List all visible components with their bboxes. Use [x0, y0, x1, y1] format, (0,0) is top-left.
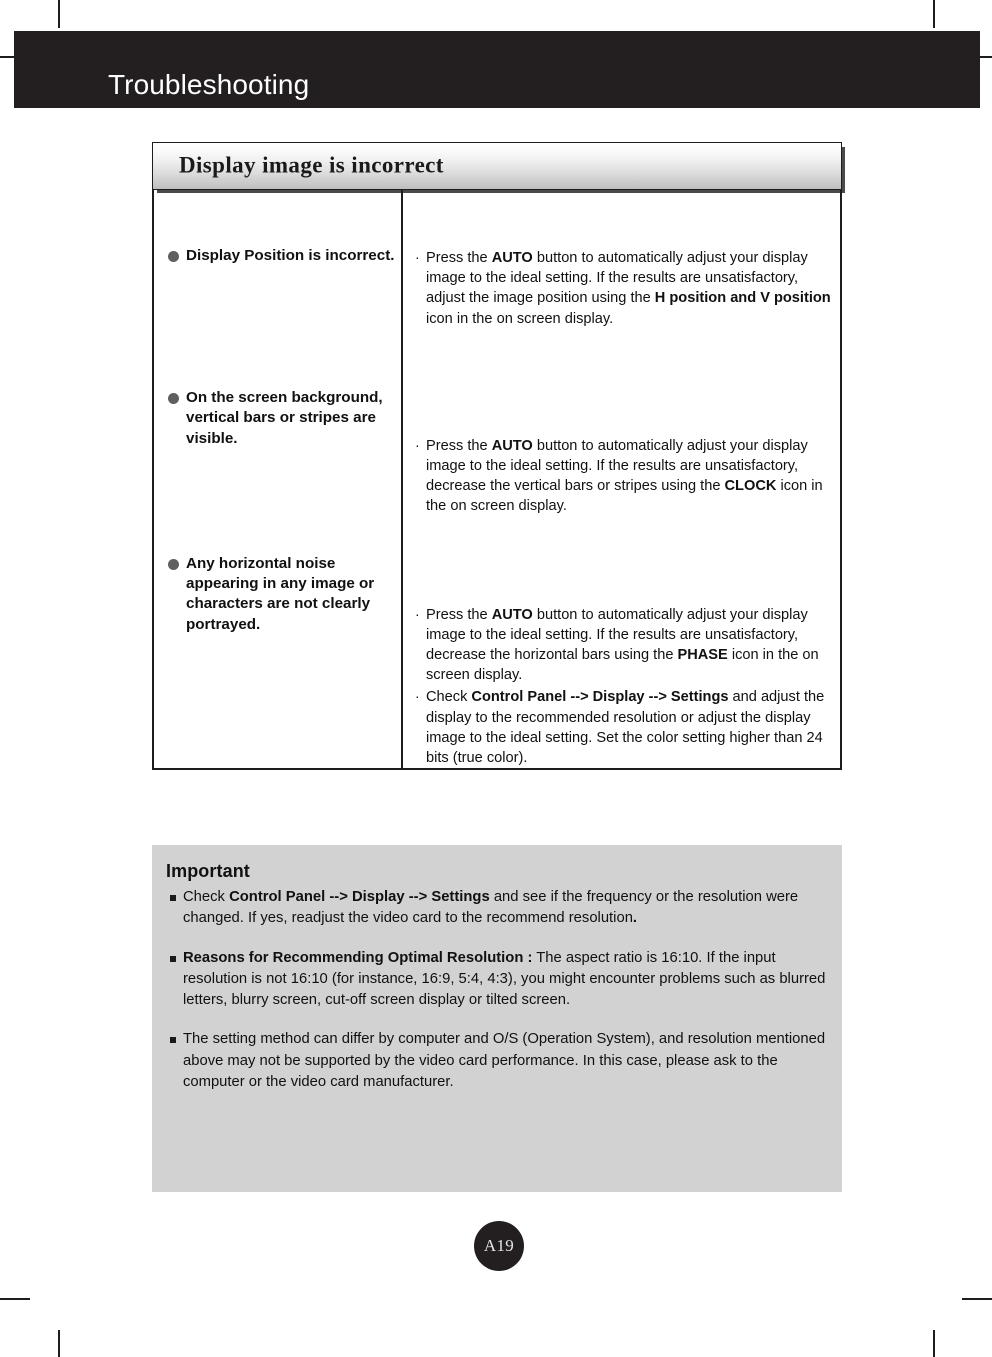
crop-mark-top-left-vertical [58, 0, 60, 28]
symptom-table-body [152, 190, 842, 770]
crop-mark-top-right-horizontal [979, 56, 992, 58]
symptom-column-symptoms [154, 190, 403, 768]
crop-mark-bottom-right-horizontal [962, 1298, 992, 1300]
list-item [166, 948, 830, 1012]
crop-mark-top-right-vertical [933, 0, 935, 28]
solution-item [415, 685, 832, 768]
symptom-title [168, 554, 395, 635]
important-heading: Important [166, 861, 250, 881]
symptom-table-header-title: Display image is incorrect [179, 152, 444, 178]
solution-item [415, 248, 832, 329]
table-row [154, 190, 401, 266]
solution-text: Press the AUTO button to automatically adjust your display image to the ideal setting. If the results are unsatisfactory, decrease the horizontal bars using the PHASE icon in the on screen display. [426, 606, 819, 684]
important-item-text: Check Control Panel --> Display --> Settings and see if the frequency or the resolution were changed. If yes, readjust the video card to the recommend resolution. [183, 889, 799, 927]
table-row [154, 449, 401, 635]
filled-circle-bullet-icon [168, 251, 179, 262]
symptom-table-header [152, 142, 842, 190]
middot-bullet-icon: · [415, 436, 420, 453]
crop-mark-bottom-left-horizontal [0, 1298, 30, 1300]
table-row [403, 517, 840, 769]
page-title: Troubleshooting [108, 69, 310, 100]
square-bullet-icon [170, 956, 176, 962]
important-item-text: The setting method can differ by computer and O/S (Operation System), and resolution mentioned above may not be supported by the video card performance. In this case, please ask to the computer or the video card manufacturer. [183, 1031, 826, 1091]
symptom-title [168, 388, 395, 449]
important-item-text: Reasons for Recommending Optimal Resolution : The aspect ratio is 16:10. If the input resolution is not 16:10 (for instance, 16:9, 5:4, 4:3), you might encounter problems such as blurred letters, blurry screen, cut-off screen display or tilted screen. [183, 949, 826, 1009]
solution-text: Press the AUTO button to automatically adjust your display image to the ideal setting. If the results are unsatisfactory, decrease the vertical bars or stripes using the CLOCK icon in the on screen display. [426, 437, 823, 515]
filled-circle-bullet-icon [168, 559, 179, 570]
important-note-box [152, 845, 842, 1192]
symptom-title-label: Display Position is incorrect. [186, 247, 395, 264]
crop-mark-top-left-horizontal [0, 56, 14, 58]
square-bullet-icon [170, 1037, 176, 1043]
list-item [166, 887, 830, 930]
middot-bullet-icon: · [415, 249, 420, 265]
symptom-table [152, 142, 842, 770]
crop-mark-bottom-left-vertical [58, 1330, 60, 1357]
list-item [166, 1029, 830, 1093]
table-row [403, 329, 840, 517]
crop-mark-bottom-right-vertical [933, 1330, 935, 1357]
table-row [154, 266, 401, 449]
middot-bullet-icon: · [415, 688, 420, 705]
symptom-title-label: Any horizontal noise appearing in any image or characters are not clearly portrayed. [186, 554, 375, 633]
solution-text: Check Control Panel --> Display --> Settings and adjust the display to the recommended resolution or adjust the display image to the ideal setting. Set the color setting higher than 24 bits (true color). [426, 689, 825, 767]
page-number-badge: A19 [474, 1221, 524, 1271]
middot-bullet-icon: · [415, 605, 420, 622]
symptom-title [168, 246, 395, 266]
section-banner [14, 31, 980, 108]
filled-circle-bullet-icon [168, 393, 179, 404]
symptom-column-solutions [403, 190, 840, 768]
solution-item [415, 436, 832, 517]
symptom-title-label: On the screen background, vertical bars or stripes are visible. [186, 389, 383, 447]
square-bullet-icon [170, 895, 176, 901]
solution-item [415, 605, 832, 686]
solution-text: Press the AUTO button to automatically adjust your display image to the ideal setting. If the results are unsatisfactory, adjust the image position using the H position and V position icon in the on screen display. [426, 250, 831, 327]
table-row [403, 190, 840, 329]
